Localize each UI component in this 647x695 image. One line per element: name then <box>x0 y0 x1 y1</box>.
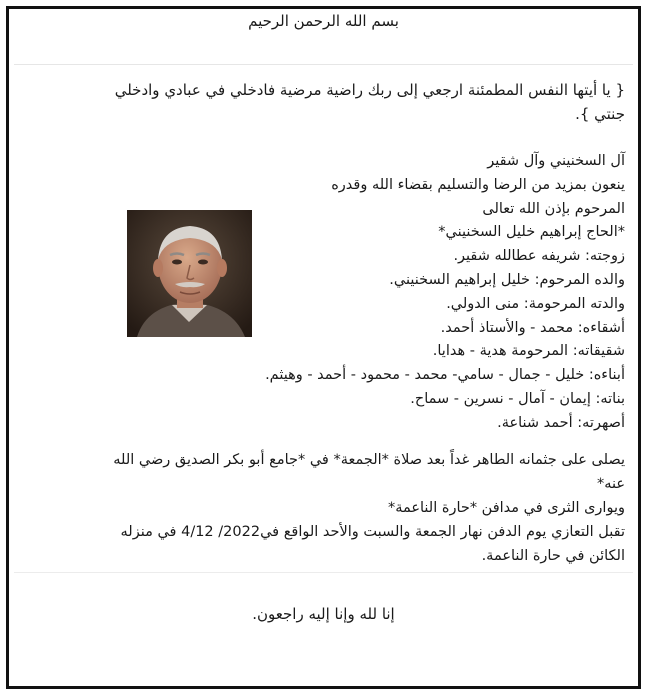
quran-verse: { يا أيتها النفس المطمئنة ارجعي إلى ربك راضية مرضية فادخلي في عبادي وادخلي جنتي }. <box>114 81 625 123</box>
daughters-line: بناته: إيمان - آمال - نسرين - سماح. <box>410 390 625 407</box>
funeral-prayer: يصلى على جثمانه الطاهر غداً بعد صلاة *الجمعة* في *جامع أبو بكر الصديق رضي الله عنه* <box>113 452 625 492</box>
content-divider-bottom <box>14 572 633 573</box>
wife-line: زوجته: شريفه عطالله شقير. <box>453 248 625 265</box>
in-laws-line: أصهرته: أحمد شناعة. <box>497 414 625 431</box>
deceased-name: *الحاج إبراهيم خليل السخنيني* <box>438 224 625 241</box>
mourn-line: ينعون بمزيد من الرضا والتسليم بقضاء الله وقدره <box>331 176 625 193</box>
brothers-line: أشقاءه: محمد - والأستاذ أحمد. <box>440 319 625 336</box>
content-divider-top <box>14 64 633 65</box>
closing-verse: إنا لله وإنا إليه راجعون. <box>252 605 395 623</box>
families-line: آل السخنيني وآل شقير <box>487 153 625 169</box>
father-line: والده المرحوم: خليل إبراهيم السخنيني. <box>389 271 625 288</box>
basmala-heading: بسم الله الرحمن الرحيم <box>248 12 399 30</box>
burial-line: ويوارى الثرى في مدافن *حارة الناعمة* <box>387 500 625 516</box>
portrait-photo <box>127 210 252 337</box>
mother-line: والدته المرحومة: منى الدولي. <box>446 295 625 312</box>
condolences-line: تقبل التعازي يوم الدفن نهار الجمعة والسبت والأحد الواقع في2022/ 4/12 في منزله الكائن في حارة الناعمة. <box>120 524 625 564</box>
sisters-line: شقيقاته: المرحومة هدية - هدايا. <box>432 343 625 360</box>
sons-line: أبناءه: خليل - جمال - سامي- محمد - محمود - أحمد - وهيثم. <box>265 367 625 384</box>
portrait-photo-icon <box>127 210 252 337</box>
deceased-intro: المرحوم بإذن الله تعالى <box>482 200 625 217</box>
